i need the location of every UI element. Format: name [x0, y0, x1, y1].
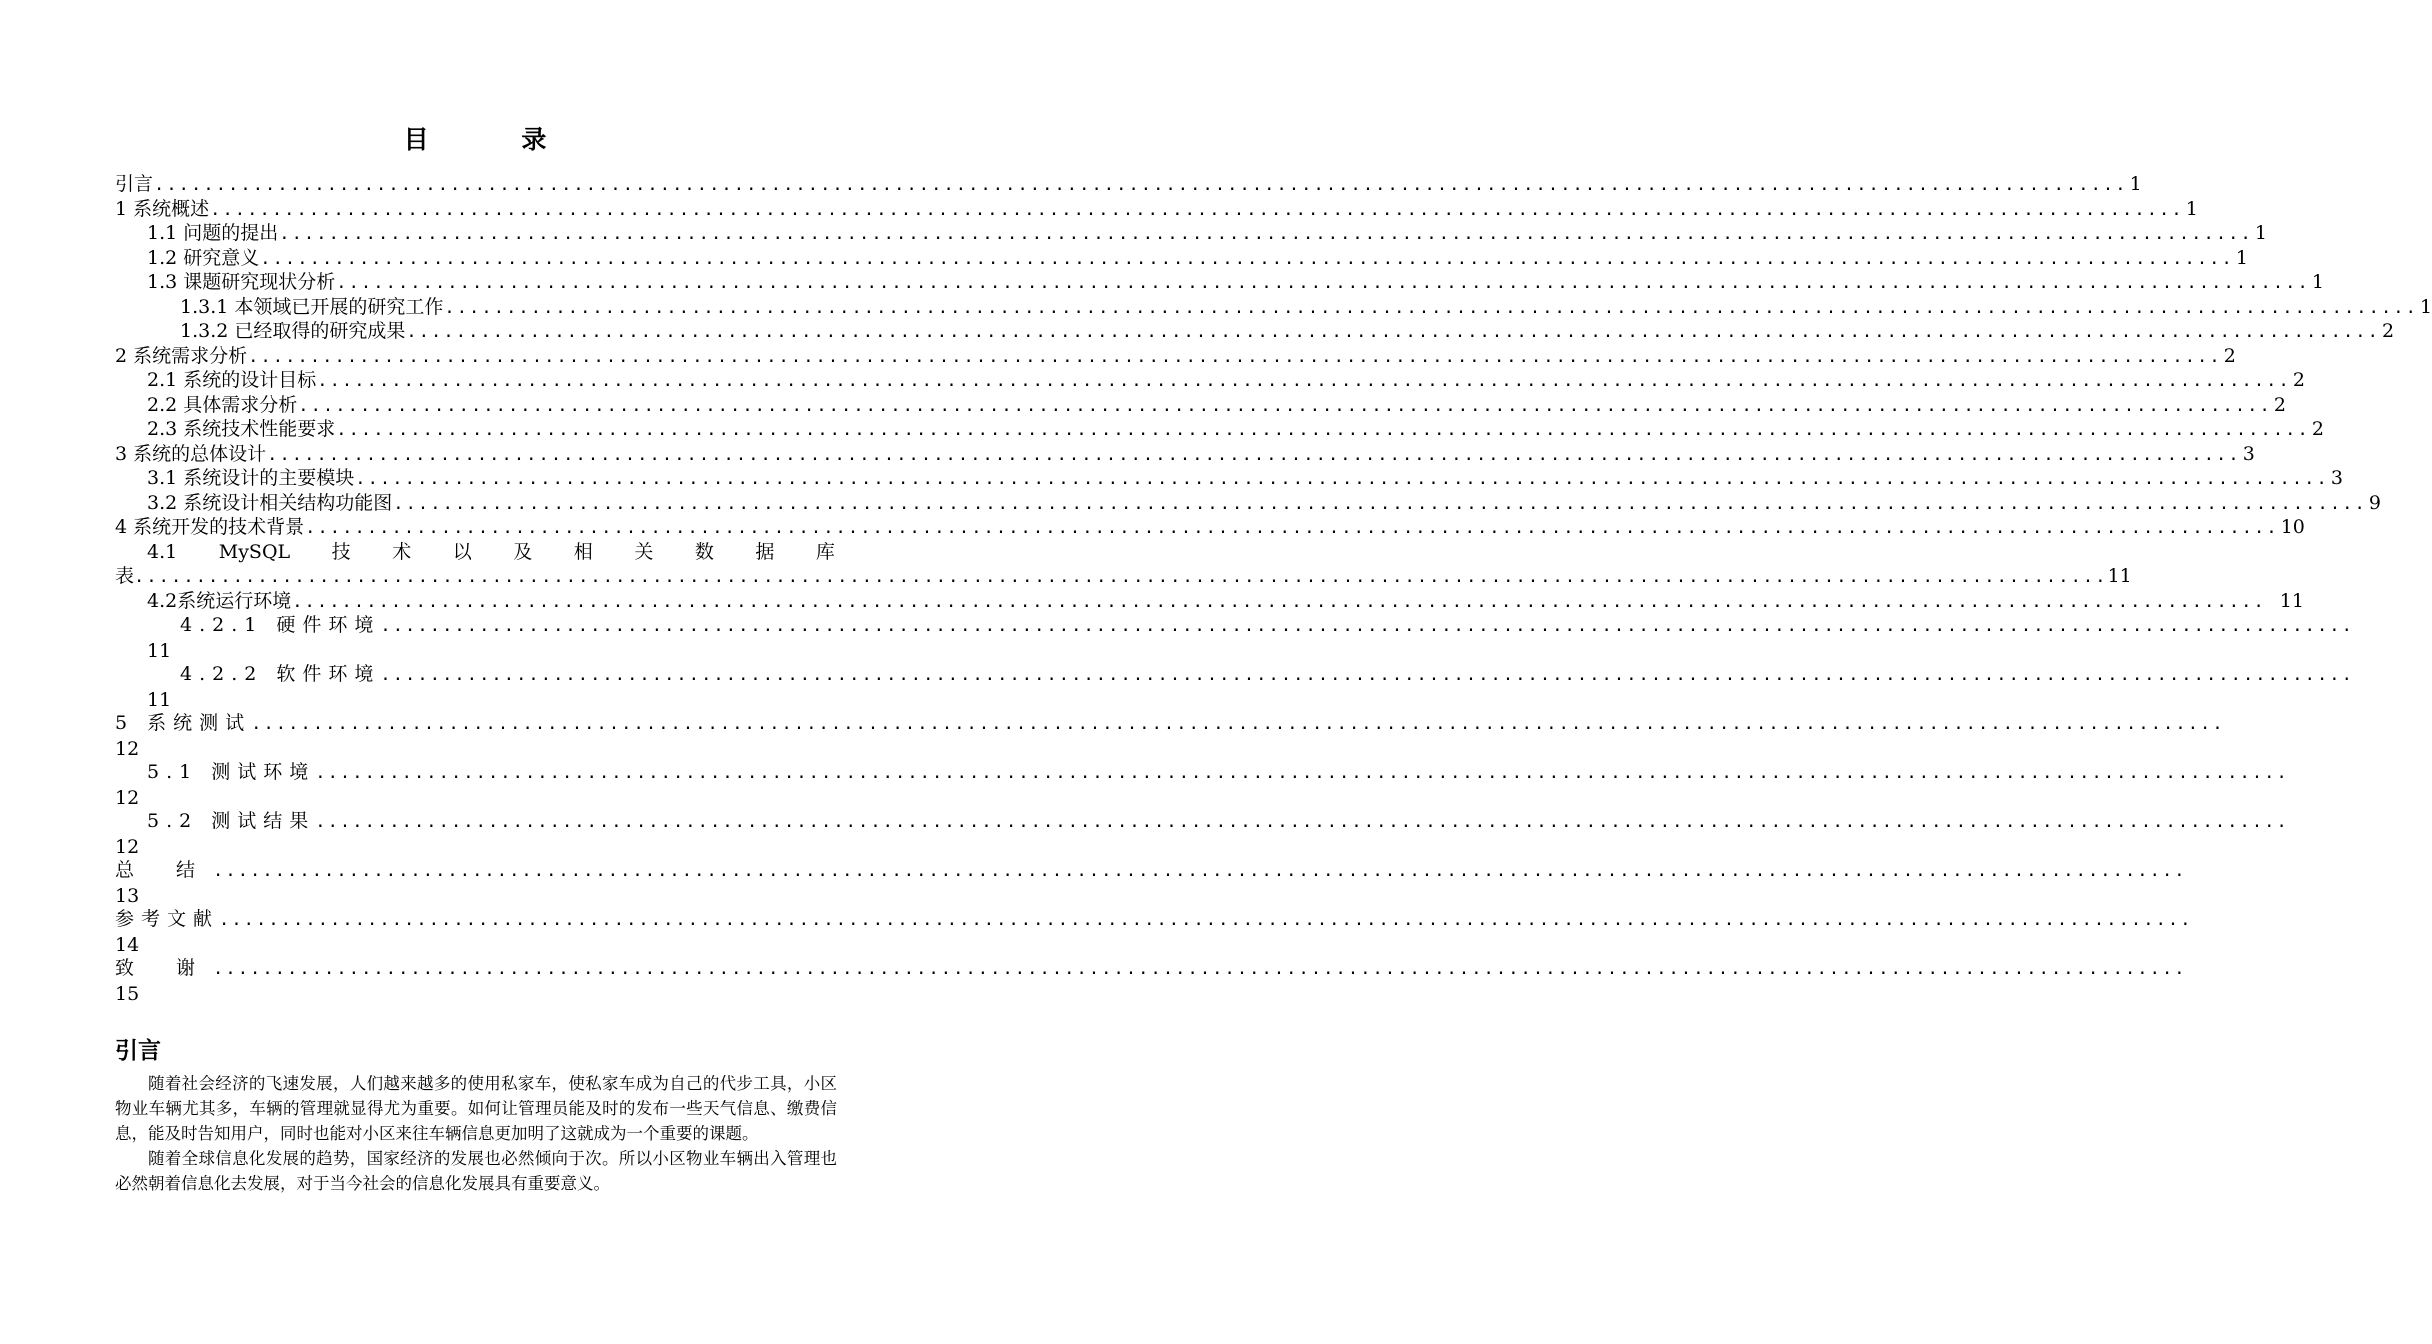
toc-entry[interactable]	[115, 344, 2236, 369]
toc-entry[interactable]	[115, 466, 2343, 491]
toc-entry[interactable]	[115, 197, 2198, 222]
section-body	[115, 1071, 837, 1196]
toc-entry-label-continued: 表	[115, 565, 135, 587]
toc-entry[interactable]	[115, 907, 2193, 956]
toc-entry-label: 2 系统需求分析	[115, 344, 248, 367]
toc-entry[interactable]	[115, 295, 2432, 320]
toc-leader-dots: ................................................................................................................................................................	[292, 591, 2266, 612]
toc-leader-dots: ................................................................................................................................................................	[315, 763, 2289, 783]
toc-entry-label: 4.2系统运行环境	[147, 589, 292, 612]
toc-entry-page: 2	[2292, 369, 2305, 391]
toc-leader-dots: ................................................................................................................................................................	[267, 444, 2241, 465]
toc-entry[interactable]	[115, 368, 2305, 393]
toc-entry-label: 5.1 测试环境	[147, 761, 316, 783]
toc-entry-page: 1	[2185, 197, 2198, 220]
toc-entry[interactable]	[115, 246, 2248, 271]
toc-entry-page: 12	[115, 786, 140, 809]
toc-entry-page: 2	[2381, 320, 2395, 342]
toc-entry-page: 12	[115, 737, 140, 760]
toc-entry[interactable]	[115, 491, 2381, 516]
toc-entry-label: 4.2.2 软件环境	[180, 663, 381, 685]
toc-entry[interactable]	[115, 711, 2225, 760]
toc-entry-label: 1.2 研究意义	[147, 246, 260, 269]
table-of-contents	[115, 172, 2432, 1005]
toc-entry[interactable]	[115, 221, 2267, 246]
toc-entry-label: 3.1 系统设计的主要模块	[147, 467, 355, 489]
toc-entry-page: 2	[2273, 393, 2286, 416]
toc-leader-dots: ................................................................................................................................................................	[380, 665, 2354, 685]
toc-entry[interactable]	[115, 172, 2142, 197]
toc-leader-dots: ................................................................................................................................................................	[336, 420, 2310, 440]
toc-entry-page: 1	[2419, 295, 2432, 318]
toc-entry[interactable]	[115, 809, 2289, 858]
body-paragraph: 随着全球信息化发展的趋势，国家经济的发展也必然倾向于次。所以小区物业车辆出入管理也必然朝着信息化去发展，对于当今社会的信息化发展具有重要意义。	[115, 1149, 837, 1193]
toc-entry-page: 15	[115, 982, 140, 1005]
toc-entry-label: 4.1 MySQL 技 术 以 及 相 关 数 据 库	[147, 540, 835, 563]
toc-entry-label: 参考文献	[115, 908, 220, 930]
toc-entry[interactable]	[115, 956, 2187, 1005]
toc-entry-page: 11	[147, 688, 172, 711]
toc-entry-page: 10	[2280, 516, 2305, 538]
toc-entry[interactable]	[115, 858, 2187, 907]
toc-entry-label: 总 结	[115, 859, 214, 881]
toc-leader-dots: ................................................................................................................................................................	[213, 861, 2187, 881]
section-heading: 引言	[115, 1038, 161, 1064]
toc-entry-label: 3 系统的总体设计	[115, 442, 267, 465]
toc-leader-dots: ................................................................................................................................................................	[213, 959, 2187, 979]
toc-entry-label: 引言	[115, 173, 154, 195]
toc-entry[interactable]	[115, 589, 2304, 614]
toc-entry-page: 14	[115, 933, 140, 956]
toc-entry-page: 11	[2107, 565, 2132, 587]
toc-entry-label: 2.1 系统的设计目标	[147, 369, 317, 391]
toc-entry-label: 致 谢	[115, 957, 214, 979]
toc-leader-dots: ................................................................................................................................................................	[317, 371, 2291, 391]
toc-entry-label: 2.2 具体需求分析	[147, 393, 298, 416]
toc-leader-dots: ................................................................................................................................................................	[210, 199, 2184, 220]
toc-leader-dots: ................................................................................................................................................................	[444, 297, 2418, 318]
toc-leader-dots: ................................................................................................................................................................	[134, 567, 2108, 587]
toc-entry-label: 1.3.1 本领域已开展的研究工作	[180, 295, 444, 318]
toc-leader-dots: ................................................................................................................................................................	[248, 346, 2222, 367]
toc-entry-label: 5 系统测试	[115, 712, 252, 734]
toc-entry-label: 3.2 系统设计相关结构功能图	[147, 491, 393, 514]
toc-leader-dots: ................................................................................................................................................................	[355, 469, 2329, 489]
toc-entry[interactable]	[115, 540, 2132, 589]
toc-entry-label: 2.3 系统技术性能要求	[147, 418, 336, 440]
toc-entry[interactable]	[115, 515, 2305, 540]
toc-entry-page: 9	[2368, 491, 2381, 514]
toc-entry-page: 11	[147, 639, 172, 662]
toc-leader-dots: ................................................................................................................................................................	[154, 175, 2128, 195]
toc-title: 目 录	[403, 125, 589, 154]
body-paragraph: 随着社会经济的飞速发展，人们越来越多的使用私家车，使私家车成为自己的代步工具，小区物业车辆尤其多，车辆的管理就显得尤为重要。如何让管理员能及时的发布一些天气信息、缴费信息，能及时告知用户，同时也能对小区来往车辆信息更加明了这就成为一个重要的课题。	[115, 1074, 837, 1143]
toc-entry[interactable]	[115, 442, 2255, 467]
toc-entry-page: 1	[2129, 173, 2142, 195]
toc-entry-page: 2	[2311, 418, 2324, 440]
toc-entry-label: 1 系统概述	[115, 197, 210, 220]
toc-leader-dots: ................................................................................................................................................................	[380, 616, 2354, 636]
toc-entry[interactable]	[115, 613, 2354, 662]
toc-entry-label: 4.2.1 硬件环境	[180, 614, 381, 636]
toc-entry-page: 2	[2223, 344, 2236, 367]
toc-entry-label: 1.3 课题研究现状分析	[147, 271, 336, 293]
toc-leader-dots: ................................................................................................................................................................	[393, 493, 2367, 514]
toc-leader-dots: ................................................................................................................................................................	[315, 812, 2289, 832]
toc-leader-dots: ................................................................................................................................................................	[279, 224, 2253, 244]
toc-entry-page: 3	[2242, 442, 2255, 465]
toc-entry[interactable]	[115, 760, 2289, 809]
toc-entry-page: 1	[2235, 246, 2248, 269]
toc-entry[interactable]	[115, 662, 2354, 711]
toc-entry-page: 3	[2330, 467, 2343, 489]
toc-leader-dots: ................................................................................................................................................................	[336, 273, 2310, 293]
toc-entry[interactable]	[115, 393, 2286, 418]
toc-entry-page: 1	[2254, 222, 2267, 244]
toc-entry-label: 4 系统开发的技术背景	[115, 516, 305, 538]
toc-leader-dots: ................................................................................................................................................................	[305, 518, 2279, 538]
toc-entry[interactable]	[115, 417, 2324, 442]
toc-leader-dots: ................................................................................................................................................................	[251, 714, 2225, 734]
toc-entry-page: 11	[2279, 589, 2304, 612]
toc-entry-page: 13	[115, 884, 140, 907]
toc-leader-dots: ................................................................................................................................................................	[260, 248, 2234, 269]
toc-entry-label: 5.2 测试结果	[147, 810, 316, 832]
toc-entry-label: 1.1 问题的提出	[147, 222, 279, 244]
toc-leader-dots: ................................................................................................................................................................	[406, 322, 2380, 342]
toc-entry-label: 1.3.2 已经取得的研究成果	[180, 320, 406, 342]
toc-entry[interactable]	[115, 270, 2324, 295]
toc-entry[interactable]	[115, 319, 2395, 344]
toc-leader-dots: ................................................................................................................................................................	[219, 910, 2193, 930]
toc-entry-page: 12	[115, 835, 140, 858]
toc-entry-page: 1	[2311, 271, 2324, 293]
toc-leader-dots: ................................................................................................................................................................	[298, 395, 2272, 416]
